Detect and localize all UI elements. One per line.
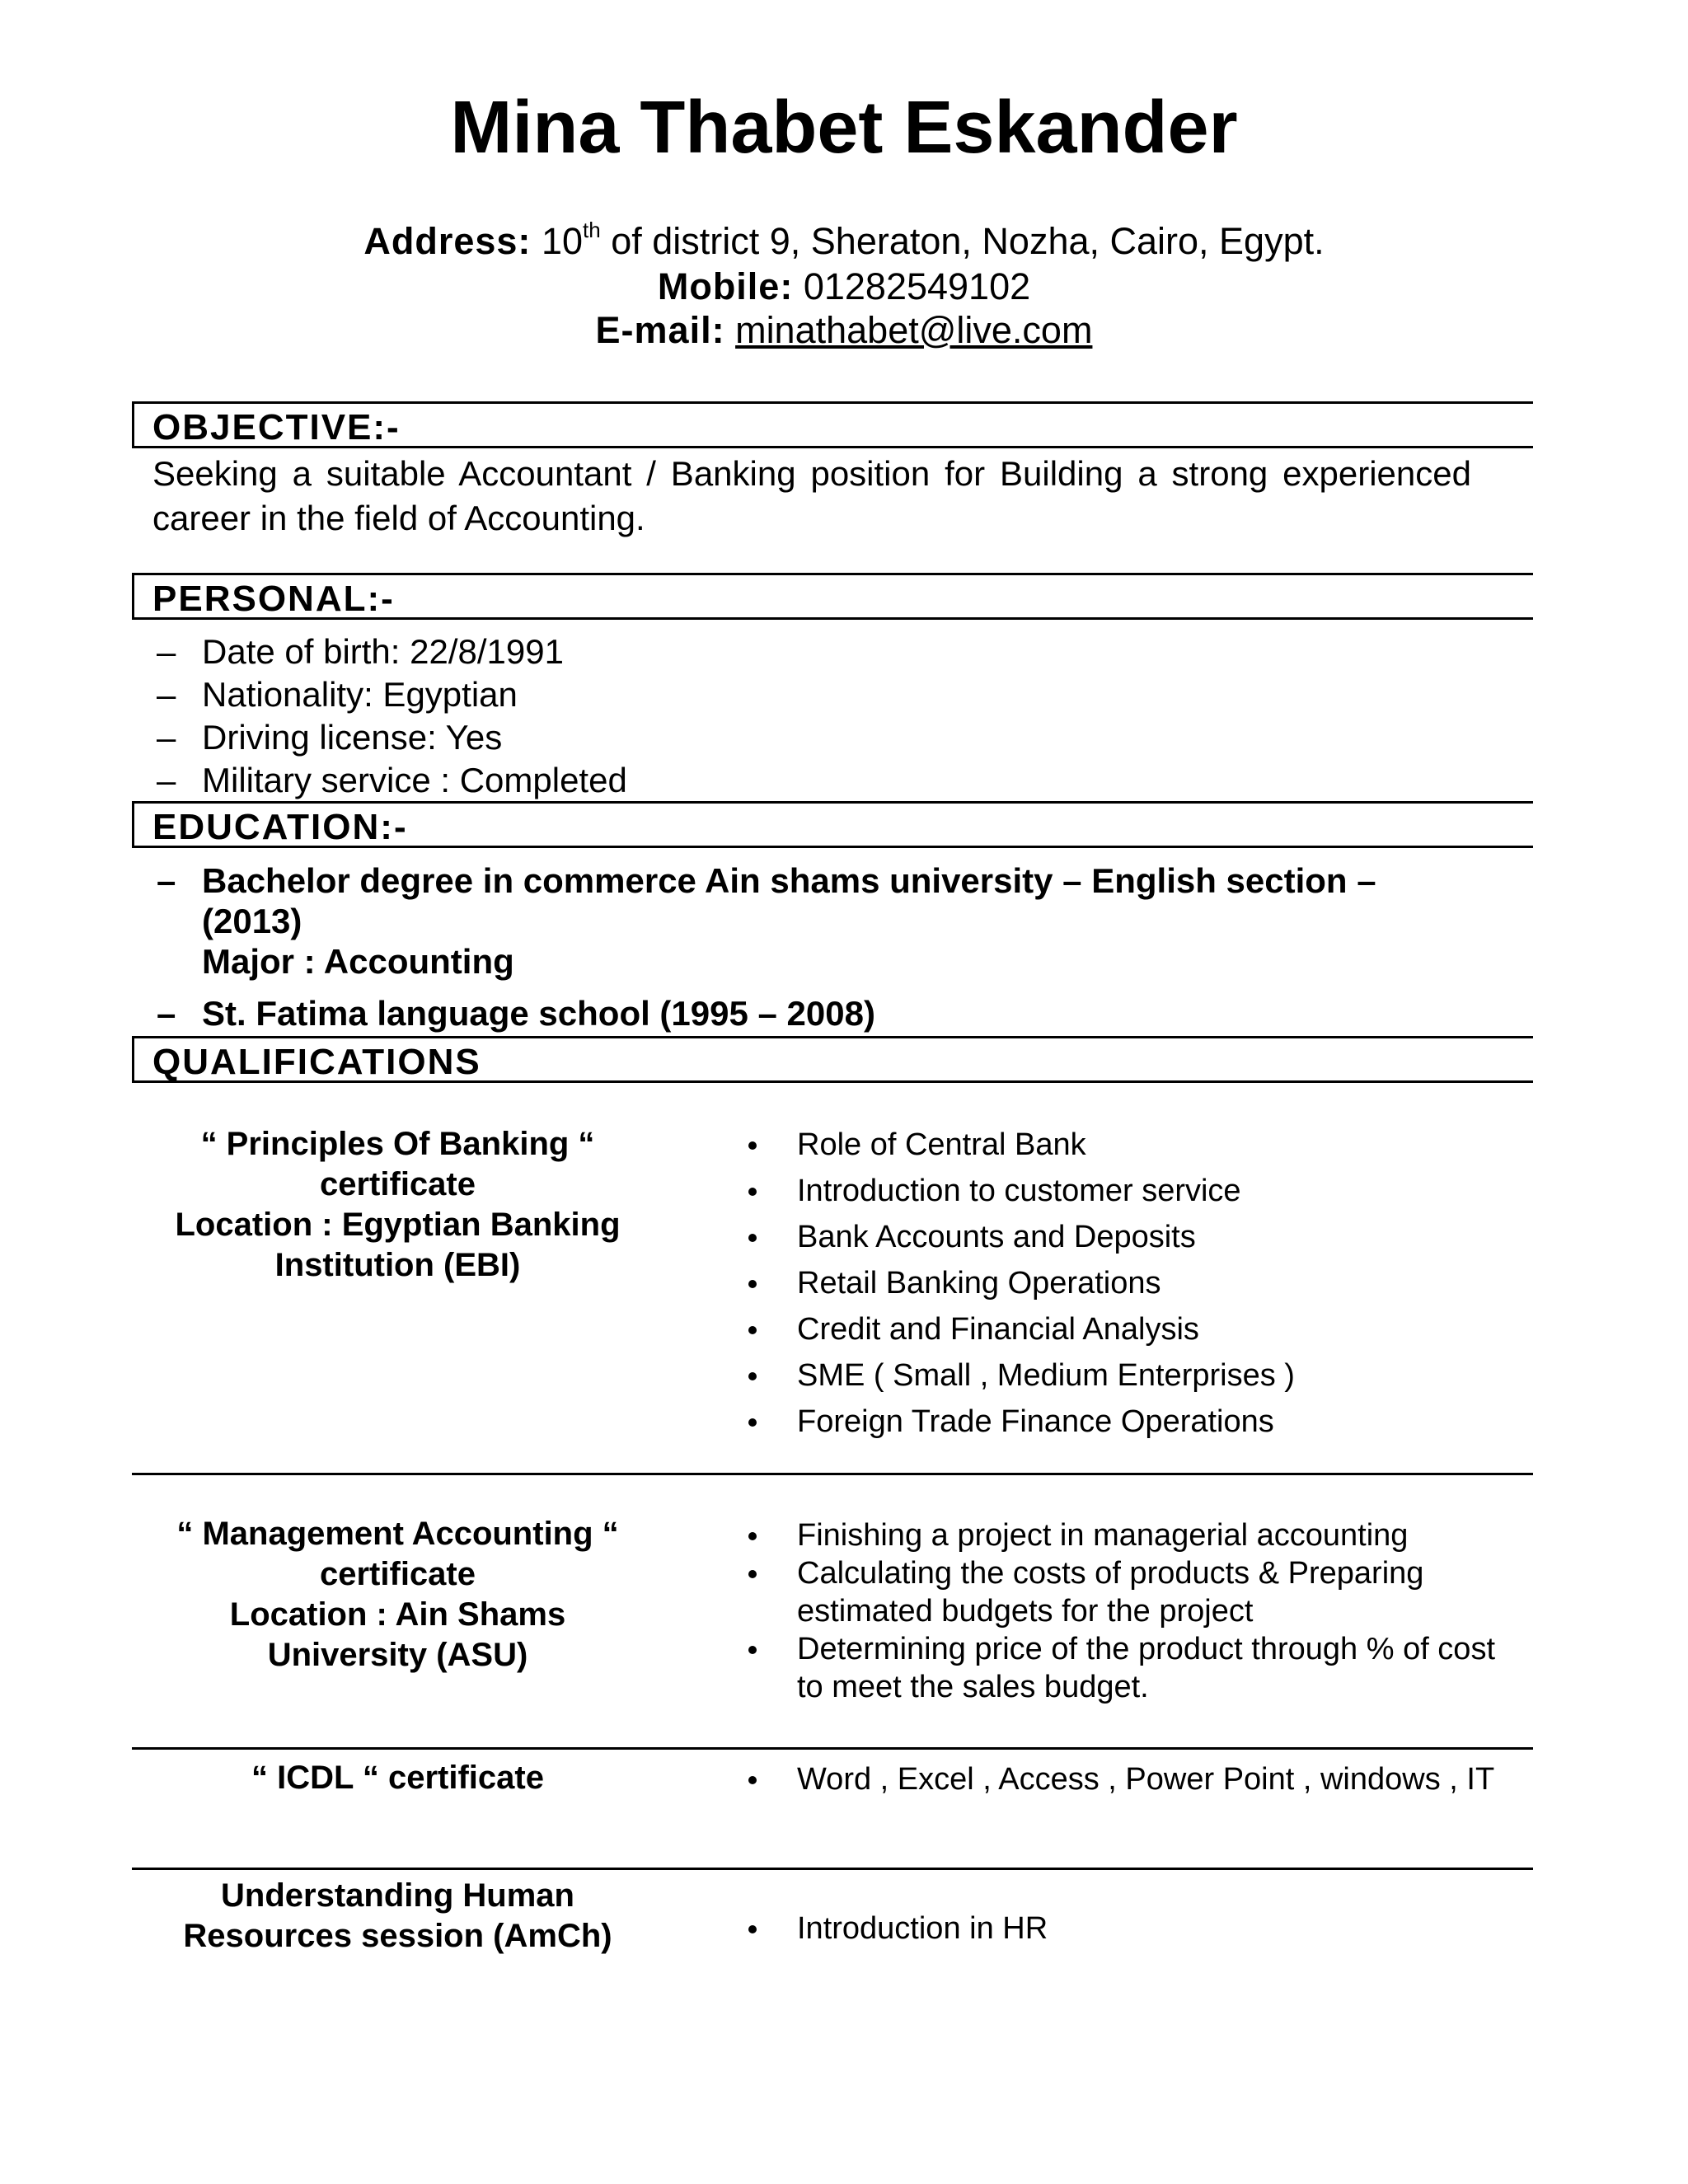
- qualification-title-line: certificate: [320, 1556, 476, 1592]
- qualification-topic: Foreign Trade Finance Operations: [746, 1403, 1504, 1441]
- email-line: [0, 308, 1688, 353]
- objective-heading: OBJECTIVE:-: [152, 407, 401, 448]
- qualification-title-line: Institution (EBI): [274, 1247, 521, 1283]
- qualification-topic: Introduction to customer service: [746, 1172, 1504, 1210]
- dash-bullet: –: [157, 675, 176, 714]
- qualification-topic: Calculating the costs of products & Preparing estimated budgets for the project: [746, 1554, 1504, 1630]
- personal-heading: PERSONAL:-: [152, 579, 395, 619]
- qualification-topic: Retail Banking Operations: [746, 1264, 1504, 1302]
- bullet-dot: [748, 1234, 757, 1242]
- qualification-topic: Word , Excel , Access , Power Point , windows , IT: [746, 1760, 1504, 1798]
- address-label: Address:: [363, 220, 532, 262]
- dash-bullet: –: [157, 861, 176, 900]
- bullet-dot: [748, 1646, 757, 1654]
- qualification-divider: [132, 1868, 1533, 1870]
- mobile-number: 01282549102: [803, 265, 1031, 307]
- qualification-title-line: “ ICDL “ certificate: [251, 1760, 544, 1796]
- address-text: of district 9, Sheraton, Nozha, Cairo, Egypt.: [611, 220, 1325, 262]
- qualification-title-line: “ Management Accounting “: [176, 1516, 619, 1552]
- education-school: St. Fatima language school (1995 – 2008): [202, 994, 875, 1033]
- objective-heading-box: [132, 401, 1533, 448]
- mobile-line: [0, 265, 1688, 309]
- qualification-topic: Bank Accounts and Deposits: [746, 1218, 1504, 1256]
- qualification-title-line: Resources session (AmCh): [183, 1918, 612, 1954]
- bullet-dot: [748, 1372, 757, 1380]
- qualification-title-line: University (ASU): [267, 1637, 528, 1673]
- qualifications-heading: QUALIFICATIONS: [152, 1042, 481, 1082]
- bullet-dot: [748, 1925, 757, 1933]
- qualifications-heading-box: [132, 1036, 1533, 1083]
- bullet-dot: [748, 1570, 757, 1578]
- qualification-topic: Role of Central Bank: [746, 1126, 1504, 1164]
- personal-heading-box: [132, 573, 1533, 620]
- bullet-dot: [748, 1141, 757, 1150]
- qualification-title-line: Understanding Human: [221, 1877, 574, 1914]
- qualification-topics: [746, 1126, 1504, 1441]
- objective-text: Seeking a suitable Accountant / Banking position for Building a strong experienced career in the field of Accounting.: [152, 454, 1471, 537]
- bullet-dot: [748, 1188, 757, 1196]
- qualification-topic: Determining price of the product through % of cost to meet the sales budget.: [746, 1630, 1504, 1706]
- bullet-dot: [748, 1418, 757, 1427]
- qualification-divider: [132, 1747, 1533, 1750]
- qualification-topic: SME ( Small , Medium Enterprises ): [746, 1357, 1504, 1394]
- education-heading-box: [132, 801, 1533, 848]
- bullet-dot: [748, 1776, 757, 1784]
- address-ordinal: th: [583, 218, 601, 242]
- address-number: 10: [541, 220, 583, 262]
- education-major: Major : Accounting: [202, 942, 514, 981]
- dash-bullet: –: [157, 718, 176, 757]
- qualification-title-line: Location : Egyptian Banking: [175, 1207, 621, 1243]
- resume-name: Mina Thabet Eskander: [450, 87, 1238, 169]
- education-degree-year: (2013): [202, 902, 302, 940]
- education-degree: Bachelor degree in commerce Ain shams university – English section –: [202, 861, 1376, 900]
- mobile-label: Mobile:: [657, 265, 794, 307]
- personal-item-text: Driving license: Yes: [202, 718, 503, 757]
- qualification-topics: [746, 1910, 1504, 1947]
- dash-bullet: –: [157, 632, 176, 671]
- bullet-dot: [748, 1532, 757, 1540]
- qualification-title: [132, 1514, 663, 1675]
- qualification-title-line: “ Principles Of Banking “: [200, 1126, 595, 1162]
- dash-bullet: –: [157, 994, 176, 1033]
- address-line: [0, 219, 1688, 264]
- personal-item-text: Nationality: Egyptian: [202, 675, 518, 714]
- bullet-dot: [748, 1326, 757, 1334]
- personal-item-text: Military service : Completed: [202, 761, 627, 799]
- qualification-topic: Credit and Financial Analysis: [746, 1310, 1504, 1348]
- qualification-divider: [132, 1473, 1533, 1475]
- qualification-topics: [746, 1516, 1504, 1706]
- qualification-title: [132, 1876, 663, 1957]
- dash-bullet: –: [157, 761, 176, 799]
- email-link[interactable]: minathabet@live.com: [735, 309, 1093, 351]
- qualification-title-line: Location : Ain Shams: [229, 1596, 566, 1633]
- email-label: E-mail:: [595, 309, 725, 351]
- personal-item-text: Date of birth: 22/8/1991: [202, 632, 564, 671]
- qualification-title: [132, 1758, 663, 1798]
- qualification-title-line: certificate: [320, 1166, 476, 1202]
- qualification-topic: Introduction in HR: [746, 1910, 1504, 1947]
- qualification-topics: [746, 1760, 1504, 1798]
- qualification-title: [132, 1124, 663, 1286]
- education-heading: EDUCATION:-: [152, 807, 408, 847]
- qualification-topic: Finishing a project in managerial accounting: [746, 1516, 1504, 1554]
- bullet-dot: [748, 1280, 757, 1288]
